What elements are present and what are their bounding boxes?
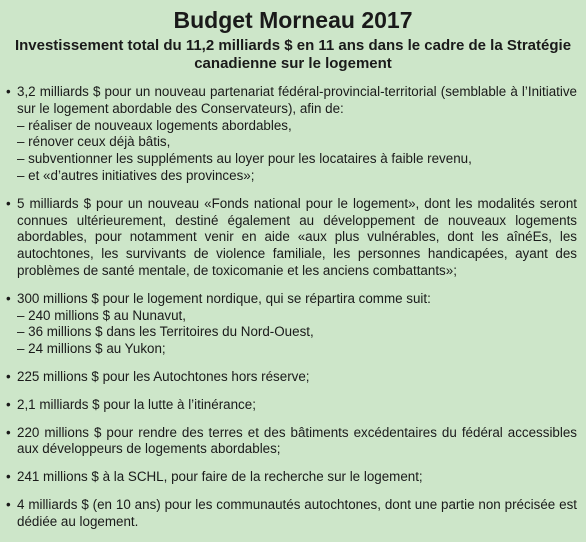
list-item-text: 2,1 milliards $ pour la lutte à l’itinérance; <box>17 396 256 412</box>
list-item <box>6 396 577 414</box>
sub-list-item: – 24 millions $ au Yukon; <box>17 341 166 357</box>
sub-list <box>17 308 577 358</box>
bullet-icon: • <box>6 424 11 440</box>
bullet-icon: • <box>6 396 11 412</box>
sub-list-item: – réaliser de nouveaux logements abordables, <box>17 117 292 133</box>
sub-list-item: – 36 millions $ dans les Territoires du Nord-Ouest, <box>17 324 314 340</box>
list-item-text: 300 millions $ pour le logement nordique, qui se répartira comme suit: <box>17 290 431 306</box>
bullet-icon: • <box>6 84 11 99</box>
list-item <box>6 368 577 386</box>
list-item <box>6 84 577 185</box>
list-item <box>6 496 577 531</box>
list-item-text: 5 milliards $ pour un nouveau «Fonds national pour le logement», dont les modalités seront connues ultérieurement, destiné également au développement de nouveaux logements abordables, pour notamment venir en aide «aux plus vulnérables, dont les aînéEs, les autochtones, les survivants de violence familiale, les personnes handicapées, ayant des problèmes de santé mentale, de toxicomanie et les anciens combattants»; <box>17 195 577 278</box>
list-item-text: 225 millions $ pour les Autochtones hors réserve; <box>17 368 310 384</box>
sub-list-item: – rénover ceux déjà bâtis, <box>17 134 171 150</box>
bullet-icon: • <box>6 469 11 485</box>
bullet-icon: • <box>6 496 11 512</box>
sub-list-item: – et «d’autres initiatives des provinces»; <box>17 167 255 183</box>
page-title: Budget Morneau 2017 <box>173 7 413 33</box>
list-item <box>6 424 577 459</box>
bullet-icon: • <box>6 195 11 211</box>
budget-items-list <box>6 84 577 531</box>
bullet-icon: • <box>6 290 11 306</box>
list-item-text: 4 milliards $ (en 10 ans) pour les communautés autochtones, dont une partie non précisée est dédiée au logement. <box>17 496 577 529</box>
list-item-text: 3,2 milliards $ pour un nouveau partenariat fédéral-provincial-territorial (semblable à l’Initiative sur le logement abordable des Conservateurs), afin de: <box>17 84 577 116</box>
sub-list-item: – subventionner les suppléments au loyer pour les locataires à faible revenu, <box>17 151 472 167</box>
bullet-icon: • <box>6 368 11 384</box>
page-subtitle: Investissement total du 11,2 milliards $ en 11 ans dans le cadre de la Stratégie canadienne sur le logement <box>14 37 572 72</box>
list-item-text: 241 millions $ à la SCHL, pour faire de la recherche sur le logement; <box>17 469 423 485</box>
list-item-text: 220 millions $ pour rendre des terres et des bâtiments excédentaires du fédéral accessibles aux développeurs de logements abordables; <box>17 424 577 457</box>
list-item <box>6 469 577 486</box>
sub-list <box>17 118 577 185</box>
sub-list-item: – 240 millions $ au Nunavut, <box>17 307 186 323</box>
list-item <box>6 290 577 358</box>
list-item <box>6 195 577 280</box>
